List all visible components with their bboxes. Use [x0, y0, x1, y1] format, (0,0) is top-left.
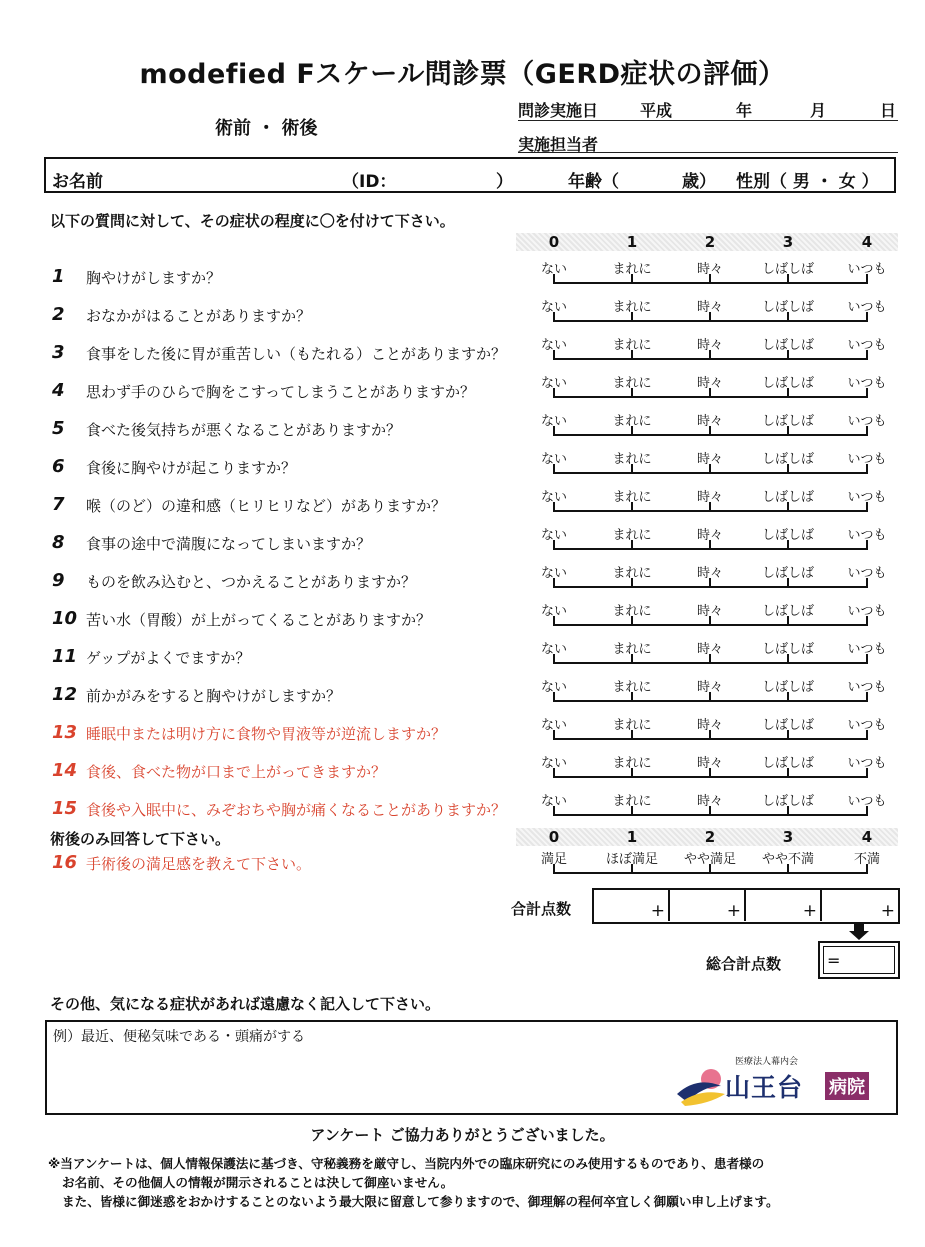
question-13	[52, 722, 507, 760]
scale-option-label[interactable]: しばしば	[761, 528, 814, 543]
scale-tick	[787, 654, 789, 664]
scale-option-label[interactable]: しばしば	[761, 794, 814, 809]
scale-option-label[interactable]: いつも	[847, 376, 887, 391]
plus-sign: +	[802, 901, 817, 921]
scale-option-label[interactable]: やや満足	[683, 852, 736, 867]
scale-tick	[709, 768, 711, 778]
question-14	[52, 760, 507, 798]
scale-option-label[interactable]: いつも	[847, 414, 887, 429]
age-label: 年齢（	[568, 172, 619, 192]
day-label: 日	[880, 101, 897, 120]
scale-option-label[interactable]: 時々	[696, 794, 723, 809]
scale-option-label[interactable]: 時々	[696, 300, 723, 315]
question-6	[52, 456, 507, 494]
month-label: 月	[810, 101, 827, 120]
scale-option-label[interactable]: ない	[540, 680, 567, 695]
scale-number: 0	[548, 233, 560, 251]
scale-tick	[709, 864, 711, 874]
scale-tick	[787, 730, 789, 740]
scale-tick	[866, 464, 868, 474]
scale-tick	[787, 274, 789, 284]
scale-option-label[interactable]: 時々	[696, 338, 723, 353]
scale-option-label[interactable]: ない	[540, 262, 567, 277]
scale-tick	[787, 502, 789, 512]
scale-tick	[709, 312, 711, 322]
question-8	[52, 532, 507, 570]
logo-mark-icon	[675, 1068, 727, 1108]
question-number: 1	[52, 266, 65, 287]
logo-corp-name: 医療法人幕内会	[735, 1057, 799, 1067]
scale-tick	[709, 502, 711, 512]
scale-tick	[553, 464, 555, 474]
scale-tick	[709, 426, 711, 436]
scale-tick	[553, 312, 555, 322]
answer-scale-12[interactable]	[520, 676, 890, 714]
privacy-note-1: ※当アンケートは、個人情報保護法に基づき、守秘義務を厳守し、当院内外での臨床研究にのみ使用するものであり、患者様の	[48, 1156, 765, 1171]
date-label: 問診実施日	[518, 101, 599, 120]
scale-option-label[interactable]: 時々	[696, 528, 723, 543]
scale-number: 3	[782, 233, 794, 251]
plus-sign: +	[726, 901, 741, 921]
scale-option-label[interactable]: しばしば	[761, 414, 814, 429]
scale-option-label[interactable]: 時々	[696, 718, 723, 733]
answer-scale-5[interactable]	[520, 410, 890, 448]
question-2	[52, 304, 507, 342]
question-10	[52, 608, 507, 646]
question-11	[52, 646, 507, 684]
scale-number: 3	[782, 828, 794, 846]
privacy-note-2: お名前、その他個人の情報が開示されることは決して御座いません。	[62, 1175, 454, 1190]
other-symptoms-memo[interactable]	[45, 1020, 898, 1115]
question-number: 3	[52, 342, 65, 363]
scale-tick	[709, 654, 711, 664]
scale-tick	[866, 864, 868, 874]
scale-tick	[631, 502, 633, 512]
question-text: 食後、食べた物が口まで上がってきますか？	[86, 763, 387, 781]
scale-tick	[631, 274, 633, 284]
scale-tick	[553, 426, 555, 436]
answer-scale-14[interactable]	[520, 752, 890, 790]
scale-option-label[interactable]: まれに	[612, 490, 652, 505]
scale-tick	[553, 502, 555, 512]
logo-hospital: 病院	[825, 1072, 869, 1100]
scale-option-label[interactable]: いつも	[847, 490, 887, 505]
scale-option-label[interactable]: ほぼ満足	[605, 852, 658, 867]
scale-tick	[787, 864, 789, 874]
scale-option-label[interactable]: まれに	[612, 566, 652, 581]
scale-option-label[interactable]: まれに	[612, 642, 652, 657]
scale-option-label[interactable]: いつも	[847, 300, 887, 315]
scale-option-label[interactable]: しばしば	[761, 300, 814, 315]
question-12	[52, 684, 507, 722]
scale-tick	[631, 464, 633, 474]
scale-option-label[interactable]: まれに	[612, 452, 652, 467]
scale-tick	[787, 768, 789, 778]
scale-option-label[interactable]: まれに	[612, 794, 652, 809]
scale-tick	[553, 616, 555, 626]
scale-option-label[interactable]: ない	[540, 604, 567, 619]
scale-tick	[709, 692, 711, 702]
scale-tick	[787, 806, 789, 816]
scale-tick	[866, 388, 868, 398]
grand-total-value: =	[823, 946, 895, 974]
subtotal-cell[interactable]	[746, 890, 822, 921]
scale-tick	[631, 768, 633, 778]
scale-tick	[866, 274, 868, 284]
scale-option-label[interactable]: しばしば	[761, 718, 814, 733]
scale-tick	[787, 464, 789, 474]
scale-option-label[interactable]: まれに	[612, 604, 652, 619]
scale-option-label[interactable]: いつも	[847, 338, 887, 353]
scale-option-label[interactable]: まれに	[612, 756, 652, 771]
answer-scale-4[interactable]	[520, 372, 890, 410]
scale-option-label[interactable]: いつも	[847, 794, 887, 809]
age-unit: 歳）	[682, 172, 716, 192]
scale-tick	[709, 806, 711, 816]
scale-tick	[866, 806, 868, 816]
question-text: 睡眠中または明け方に食物や胃液等が逆流しますか？	[86, 725, 447, 743]
scale-tick	[631, 864, 633, 874]
question-5	[52, 418, 507, 456]
scale-option-label[interactable]: 満足	[540, 852, 567, 867]
scale-tick	[866, 692, 868, 702]
scale-option-label[interactable]: ない	[540, 528, 567, 543]
scale-tick	[553, 730, 555, 740]
scale-tick	[553, 864, 555, 874]
scale-option-label[interactable]: 時々	[696, 642, 723, 657]
question-number: 6	[52, 456, 65, 477]
scale-tick	[787, 578, 789, 588]
scale-option-label[interactable]: しばしば	[761, 490, 814, 505]
scale-tick	[866, 616, 868, 626]
scale-option-label[interactable]: いつも	[847, 680, 887, 695]
scale-tick	[631, 806, 633, 816]
plus-sign: +	[650, 901, 665, 921]
scale-tick	[553, 388, 555, 398]
scale-tick	[553, 540, 555, 550]
scale-option-label[interactable]: ない	[540, 376, 567, 391]
question-number: 13	[52, 722, 78, 743]
subtotal-cell[interactable]	[822, 890, 898, 921]
scale-tick	[787, 616, 789, 626]
question-number: 15	[52, 798, 78, 819]
name-label: お名前	[52, 172, 103, 192]
scale-option-label[interactable]: ない	[540, 490, 567, 505]
scale-tick	[866, 578, 868, 588]
scale-tick	[709, 616, 711, 626]
question-text: 食事の途中で満腹になってしまいますか？	[86, 535, 372, 553]
scale-tick	[631, 730, 633, 740]
scale-option-label[interactable]: やや不満	[761, 852, 814, 867]
question-15	[52, 798, 507, 836]
scale-number: 2	[704, 828, 716, 846]
question-text: 食事をした後に胃が重苦しい（もたれる）ことがありますか？	[86, 345, 507, 363]
scale-option-label[interactable]: ない	[540, 756, 567, 771]
question-1	[52, 266, 507, 304]
scale-tick	[709, 578, 711, 588]
scale-tick	[553, 806, 555, 816]
question-9	[52, 570, 507, 608]
patient-info-box[interactable]	[44, 157, 896, 193]
pre-post-selector[interactable]: 術前 ・ 術後	[215, 118, 318, 139]
question-text: 食後や入眠中に、みぞおちや胸が痛くなることがありますか？	[86, 801, 507, 819]
question-number: 14	[52, 760, 78, 781]
scale-option-label[interactable]: ない	[540, 338, 567, 353]
scale-tick	[866, 426, 868, 436]
scale-option-label[interactable]: 不満	[853, 852, 880, 867]
question-number: 2	[52, 304, 65, 325]
other-symptoms-prompt: その他、気になる症状があれば遠慮なく記入して下さい。	[50, 995, 441, 1013]
scale-option-label[interactable]: しばしば	[761, 338, 814, 353]
grand-total-box[interactable]	[818, 941, 900, 979]
scale-option-label[interactable]: ない	[540, 300, 567, 315]
scale-option-label[interactable]: まれに	[612, 300, 652, 315]
scale-option-label[interactable]: 時々	[696, 680, 723, 695]
answer-scale-16[interactable]	[520, 848, 890, 886]
exam-date-field[interactable]	[518, 98, 898, 121]
scale-tick	[631, 540, 633, 550]
scale-tick	[866, 654, 868, 664]
totals-label: 合計点数	[511, 900, 572, 918]
year-label: 年	[736, 101, 753, 120]
scale-option-label[interactable]: 時々	[696, 452, 723, 467]
scale-option-label[interactable]: しばしば	[761, 262, 814, 277]
scale-tick	[631, 616, 633, 626]
question-number: 16	[52, 852, 78, 873]
answer-scale-1[interactable]	[520, 258, 890, 296]
post-only-note: 術後のみ回答して下さい。	[50, 830, 231, 848]
scale-option-label[interactable]: まれに	[612, 680, 652, 695]
scale-option-label[interactable]: しばしば	[761, 376, 814, 391]
page-title: modefied Fスケール問診票（GERD症状の評価）	[139, 59, 786, 90]
scale-option-label[interactable]: いつも	[847, 528, 887, 543]
subtotal-cell[interactable]	[670, 890, 746, 921]
scale-option-label[interactable]: しばしば	[761, 642, 814, 657]
scale-tick	[709, 388, 711, 398]
scale-tick	[553, 350, 555, 360]
question-4	[52, 380, 507, 418]
scale-option-label[interactable]: 時々	[696, 414, 723, 429]
scale-tick	[631, 426, 633, 436]
hospital-logo	[675, 1054, 890, 1109]
era-label: 平成	[640, 101, 673, 120]
scale-option-label[interactable]: しばしば	[761, 452, 814, 467]
scale-option-label[interactable]: まれに	[612, 528, 652, 543]
scale-tick	[866, 350, 868, 360]
logo-name: 山王台	[725, 1073, 804, 1102]
answer-scale-3[interactable]	[520, 334, 890, 372]
instruction-text: 以下の質問に対して、その症状の程度に〇を付けて下さい。	[50, 212, 455, 230]
scale-option-label[interactable]: まれに	[612, 414, 652, 429]
answer-scale-10[interactable]	[520, 600, 890, 638]
scale-tick	[866, 768, 868, 778]
scale-option-label[interactable]: しばしば	[761, 566, 814, 581]
answer-scale-7[interactable]	[520, 486, 890, 524]
question-text: 胸やけがしますか？	[86, 269, 222, 287]
question-text: ゲップがよくでますか？	[86, 649, 251, 667]
scale-tick	[631, 654, 633, 664]
scale-tick	[631, 692, 633, 702]
scale-option-label[interactable]: ない	[540, 566, 567, 581]
scale-tick	[787, 312, 789, 322]
scale-number: 4	[861, 828, 873, 846]
subtotal-cell[interactable]	[594, 890, 670, 921]
scale-tick	[553, 692, 555, 702]
answer-scale-11[interactable]	[520, 638, 890, 676]
scale-option-label[interactable]: まれに	[612, 338, 652, 353]
scale-tick	[866, 502, 868, 512]
scale-number: 2	[704, 233, 716, 251]
question-number: 8	[52, 532, 65, 553]
scale-option-label[interactable]: まれに	[612, 262, 652, 277]
scale-option-label[interactable]: しばしば	[761, 680, 814, 695]
scale-tick	[631, 312, 633, 322]
scale-tick	[631, 388, 633, 398]
staff-field[interactable]	[518, 132, 898, 153]
scale-tick	[553, 274, 555, 284]
question-text: 前かがみをすると胸やけがしますか？	[86, 687, 342, 705]
question-7	[52, 494, 507, 532]
question-number: 4	[52, 380, 65, 401]
scale-option-label[interactable]: いつも	[847, 566, 887, 581]
question-number: 12	[52, 684, 78, 705]
scale-option-label[interactable]: いつも	[847, 718, 887, 733]
scale-tick	[553, 654, 555, 664]
scale-tick	[709, 274, 711, 284]
question-number: 10	[52, 608, 78, 629]
privacy-note-3: また、皆様に御迷惑をおかけすることのないよう最大限に留意して参りますので、御理解の程何卒宜しく御願い申し上げます。	[62, 1194, 779, 1209]
scale-tick	[709, 464, 711, 474]
scale-option-label[interactable]: しばしば	[761, 604, 814, 619]
scale-option-label[interactable]: 時々	[696, 604, 723, 619]
scale-option-label[interactable]: 時々	[696, 756, 723, 771]
scale-number: 0	[548, 828, 560, 846]
question-text: ものを飲み込むと、つかえることがありますか？	[86, 573, 417, 591]
question-16	[52, 852, 507, 890]
scale-tick	[866, 312, 868, 322]
plus-sign: +	[880, 901, 895, 921]
id-label: （ID：	[342, 172, 397, 192]
scale-tick	[709, 730, 711, 740]
scale-number: 1	[626, 828, 638, 846]
scale-tick	[631, 350, 633, 360]
scale-option-label[interactable]: 時々	[696, 262, 723, 277]
scale-option-label[interactable]: まれに	[612, 718, 652, 733]
question-number: 9	[52, 570, 65, 591]
question-number: 7	[52, 494, 65, 515]
scale-option-label[interactable]: ない	[540, 452, 567, 467]
grand-total-label: 総合計点数	[706, 955, 782, 973]
scale-option-label[interactable]: ない	[540, 642, 567, 657]
staff-label: 実施担当者	[518, 135, 599, 154]
question-text: 食後に胸やけが起こりますか？	[86, 459, 297, 477]
scale-tick	[709, 540, 711, 550]
scale-tick	[787, 426, 789, 436]
answer-scale-8[interactable]	[520, 524, 890, 562]
scale-option-label[interactable]: ない	[540, 414, 567, 429]
scale-option-label[interactable]: 時々	[696, 566, 723, 581]
scale-option-label[interactable]: いつも	[847, 604, 887, 619]
scale-tick	[787, 388, 789, 398]
thanks-message: アンケート ご協力ありがとうございました。	[310, 1126, 615, 1144]
scale-option-label[interactable]: ない	[540, 794, 567, 809]
question-number: 11	[52, 646, 78, 667]
answer-scale-9[interactable]	[520, 562, 890, 600]
question-3	[52, 342, 507, 380]
scale-tick	[553, 578, 555, 588]
scale-number: 1	[626, 233, 638, 251]
question-text: 苦い水（胃酸）が上がってくることがありますか？	[86, 611, 432, 629]
question-text: 手術後の満足感を教えて下さい。	[86, 855, 312, 873]
arrow-down-icon	[849, 924, 869, 940]
question-text: 食べた後気持ちが悪くなることがありますか？	[86, 421, 402, 439]
scale-tick	[631, 578, 633, 588]
sex-label[interactable]: 性別（ 男 ・ 女 ）	[736, 172, 879, 192]
scale-option-label[interactable]: 時々	[696, 490, 723, 505]
question-text: 喉（のど）の違和感（ヒリヒリなど）がありますか？	[86, 497, 447, 515]
answer-scale-13[interactable]	[520, 714, 890, 752]
scale-tick	[787, 350, 789, 360]
scale-option-label[interactable]: いつも	[847, 642, 887, 657]
scale-tick	[866, 730, 868, 740]
scale-tick	[866, 540, 868, 550]
scale-option-label[interactable]: まれに	[612, 376, 652, 391]
answer-scale-15[interactable]	[520, 790, 890, 828]
answer-scale-6[interactable]	[520, 448, 890, 486]
scale-tick	[787, 692, 789, 702]
scale-option-label[interactable]: いつも	[847, 262, 887, 277]
scale-option-label[interactable]: しばしば	[761, 756, 814, 771]
totals-box	[592, 888, 900, 924]
scale-tick	[553, 768, 555, 778]
scale-option-label[interactable]: いつも	[847, 452, 887, 467]
scale-option-label[interactable]: 時々	[696, 376, 723, 391]
scale-tick	[787, 540, 789, 550]
question-text: おなかがはることがありますか？	[86, 307, 312, 325]
question-number: 5	[52, 418, 65, 439]
scale-tick	[709, 350, 711, 360]
scale-option-label[interactable]: ない	[540, 718, 567, 733]
answer-scale-2[interactable]	[520, 296, 890, 334]
scale-number: 4	[861, 233, 873, 251]
scale-option-label[interactable]: いつも	[847, 756, 887, 771]
question-text: 思わず手のひらで胸をこすってしまうことがありますか？	[86, 383, 475, 401]
memo-example: 例）最近、便秘気味である・頭痛がする	[53, 1029, 305, 1045]
id-close: ）	[496, 172, 513, 192]
